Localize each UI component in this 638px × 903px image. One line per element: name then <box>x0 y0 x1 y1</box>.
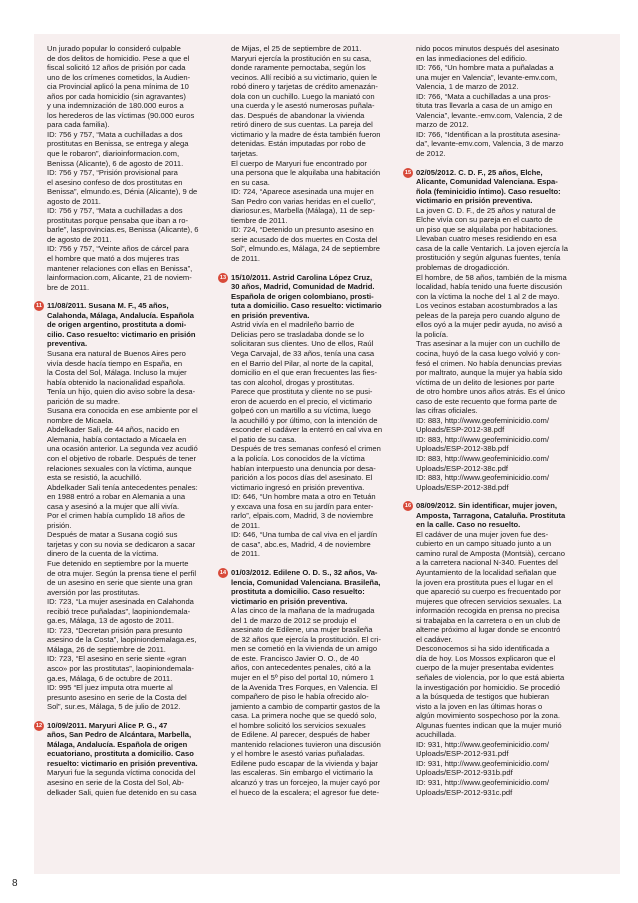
entry-heading-line: ñola (feminicidio íntimo). Caso resuelto: <box>416 186 561 196</box>
text-line: Delicias pero se trasladaba donde se lo <box>231 329 364 339</box>
text-line: robó dinero y tarjetas de crédito amenazán- <box>231 82 378 92</box>
text-line: fesó el crimen. No había denuncias previas <box>416 358 562 368</box>
text-line: las escaleras. Sin embargo el victimario la <box>231 768 373 778</box>
text-line: lainformacion.com, Alicante, 21 de noviem- <box>47 273 192 283</box>
text-line: años por cada homicidio (sin agravantes) <box>47 91 186 101</box>
text-line: información recogida en prensa no precisa <box>416 606 560 616</box>
text-line: Uploads/ESP-2012-931c.pdf <box>416 787 513 797</box>
text-line: años, con antecedentes penales, citó a la <box>231 663 371 673</box>
text-line: que le robaron”, diarioinformacion.com, <box>47 149 180 159</box>
text-line: Parece que prostituta y cliente no se pusi- <box>231 387 373 397</box>
text-line: Maryuri ejercía la prostitución en su casa, <box>231 53 372 63</box>
text-line: ga.es, Málaga, 6 de octubre de 2011. <box>47 673 173 683</box>
entry-heading-line: 01/03/2012. Edilene O. D. S., 32 años, Va- <box>231 567 378 577</box>
text-line: tituta tras llevarla a casa de un amigo en <box>416 101 553 111</box>
text-line: prisión. <box>47 520 72 530</box>
text-line: de Edilene. Al parecer, después de haber <box>231 730 370 740</box>
entry-number-badge: 13 <box>219 274 227 281</box>
entry-number-badge: 11 <box>34 301 44 311</box>
text-line: aversión por las prostitutas. <box>47 587 140 597</box>
entry-heading-line: 11/08/2011. Susana M. F., 45 años, <box>47 301 169 311</box>
text-line: compañero de piso le había ofrecido alo- <box>231 692 369 702</box>
entry-heading-line: lencia, Comunidad Valenciana. Brasileña, <box>231 577 381 587</box>
text-line: un piso que se alquilaba por habitaciones. <box>416 224 558 234</box>
text-line: diariosur.es, Marbella (Málaga), 11 de sep- <box>231 206 375 216</box>
text-line: la joven era prostituta pues el lugar en el <box>416 577 553 587</box>
text-line: visto a la joven en las últimas horas o <box>416 701 543 711</box>
text-line: Astrid vivía en el madrileño barrio de <box>231 320 355 330</box>
text-line: de otra mujer. Según la prensa tiene el perfil <box>47 568 197 578</box>
text-line: alterne próximo al lugar donde se encontró <box>416 625 561 635</box>
entry-heading-line: resuelto: victimario en prisión preventiva. <box>47 758 198 768</box>
text-line: a la búsqueda de testigos que hubieran <box>416 692 549 702</box>
text-line: de casa”, abc.es, Madrid, 4 de noviembre <box>231 539 371 549</box>
text-line: ID: 724, “Detenido un presunto asesino en <box>231 225 374 235</box>
text-line: parición a los pocos días del asesinato. El <box>231 473 373 483</box>
entry-heading-line: prostituta a domicilio. Caso resuelto: <box>231 587 365 597</box>
entry-heading-line: 30 años, Madrid, Comunidad de Madrid. <box>231 282 375 292</box>
text-line: mantener relaciones con ellas en Benissa”, <box>47 263 193 273</box>
text-line: ID: 883, http://www.geofeminicidio.com/ <box>416 453 549 463</box>
column-3 <box>404 44 592 870</box>
entry-heading-line: victimario en prisión preventiva. <box>416 196 533 206</box>
text-line: nombre de Micaela. <box>47 415 114 425</box>
entry-heading-line: 02/05/2012. C. D. F., 25 años, Elche, <box>416 167 543 177</box>
text-line: ID: 723, “La mujer asesinada en Calahonda <box>47 597 194 607</box>
entry-heading-line: 10/09/2011. Maryuri Alice P. G., 47 <box>47 720 168 730</box>
entry-heading-line: Alicante, Comunidad Valenciana. Espa- <box>416 177 558 187</box>
text-line: Valencia”, levante.-emv.com, Valencia, 2 de <box>416 110 563 120</box>
text-line: del 1 de marzo de 2012 se produjo el <box>231 615 357 625</box>
text-line: Elche vivía con su pareja en el cuarto de <box>416 215 553 225</box>
text-line: Sol”, elmundo.es, Málaga, 24 de septiembre <box>231 244 381 254</box>
text-line: ID: 723, “El asesino en serie siente «gran <box>47 654 187 664</box>
column-2 <box>219 44 407 870</box>
text-line: cocina, huyó de la casa luego volvió y con- <box>416 348 561 358</box>
text-line: ID: 883, http://www.geofeminicidio.com/ <box>416 473 549 483</box>
entry-14 <box>219 567 407 797</box>
text-line: el cadáver. <box>416 634 453 644</box>
text-line: de otro hombre unos años atrás. Es el único <box>416 387 566 397</box>
text-line: ID: 646, “Un hombre mata a otro en Tetuán <box>231 492 376 502</box>
entry-heading-line: 15/10/2011. Astrid Carolina López Cruz, <box>231 272 373 282</box>
entry-14-continuation <box>416 44 592 159</box>
text-line: en las inmediaciones del edificio. <box>416 53 528 63</box>
text-line: con la víctima la noche del 1 al 2 de mayo. <box>416 291 560 301</box>
text-line: A las cinco de la mañana de la madrugada <box>231 606 375 616</box>
text-line: Algunas fuentes indican que la mujer murió <box>416 720 562 730</box>
text-line: Uploads/ESP-2012-931b.pdf <box>416 768 513 778</box>
text-line: casa. La primera noche que se quedó solo, <box>231 711 377 721</box>
entry-heading-line: ecuatoriano, prostituta a domicilio. Caso <box>47 749 194 759</box>
text-line: tiembre de 2011. <box>231 215 288 225</box>
text-line: había obtenido la nacionalidad española. <box>47 377 186 387</box>
text-line: serie acusado de dos muertes en Costa del <box>231 234 378 244</box>
text-line: ID: 931, http://www.geofeminicidio.com/ <box>416 739 549 749</box>
text-line: ID: 723, “Decretan prisión para presunto <box>47 625 183 635</box>
entry-heading-line: Española de origen colombiano, prosti- <box>231 291 374 301</box>
entry-heading-line: 08/09/2012. Sin identificar, mujer joven, <box>416 501 557 511</box>
text-line: y excava una fosa en su jardín para enter- <box>231 501 374 511</box>
text-line: ID: 931, http://www.geofeminicidio.com/ <box>416 778 549 788</box>
text-line: problemas de drogadicción. <box>416 263 510 273</box>
entry-heading-line: Amposta, Tarragona, Cataluña. Prostituta <box>416 510 566 520</box>
text-line: el hombre que mató a dos mujeres tras <box>47 254 180 264</box>
entry-12 <box>35 720 223 797</box>
text-line: ga.es, Málaga, 13 de agosto de 2011. <box>47 616 174 626</box>
entry-heading-line: años, San Pedro de Alcántara, Marbella, <box>47 730 192 740</box>
text-line: relaciones sexuales con la víctima, aunque <box>47 463 192 473</box>
text-line: San Pedro con varias heridas en el cuello”, <box>231 196 376 206</box>
text-line: ID: 766, “Mata a cuchilladas a una pros- <box>416 91 551 101</box>
text-line: camino rural de Amposta (Montsià), cercano <box>416 548 565 558</box>
text-line: parición de su madre. <box>47 396 121 406</box>
text-line: Alemania, había contactado a Micaela en <box>47 434 187 444</box>
text-line: uno de los crímenes cometidos, la Audien- <box>47 72 191 82</box>
text-line: Tras asesinar a la mujer con un cuchillo de <box>416 339 561 349</box>
text-line: mujer en el 5º piso del portal 10, número 1 <box>231 673 374 682</box>
text-line: esta se resistió, la acuchilló. <box>47 473 142 483</box>
text-line: que apareció su cuerpo es frecuentado por <box>416 587 561 597</box>
text-line: vecinos. Allí recibió a su victimario, quien le <box>231 72 378 82</box>
text-line: prostitución y según algunas fuentes, tenía <box>416 253 561 263</box>
text-line: a la carretera nacional N-340. Fuentes del <box>416 558 558 568</box>
entry-11 <box>36 301 223 712</box>
entry-heading-line: en la calle. Caso no resuelto. <box>416 520 521 530</box>
text-line: una ocasión anterior. La segunda vez acudió <box>47 444 198 454</box>
text-line: una persona que le alquilaba una habitación <box>231 168 381 178</box>
text-line: El hombre, de 58 años, también de la misma <box>416 272 567 282</box>
text-line: Después de matar a Susana cogió sus <box>47 530 178 540</box>
text-line: esconder el cadáver la enterró en cal viva en <box>231 425 383 435</box>
text-line: Ayuntamiento de la localidad señalan que <box>416 567 557 577</box>
text-line: barle”, lasprovincias.es, Benissa (Alicante), 6 <box>47 225 199 235</box>
text-line: a la policía. Los conocidos de la víctima <box>231 453 365 463</box>
text-line: agosto de 2011. <box>47 196 101 206</box>
text-line: ID: 756 y 757, “Mata a cuchilladas a dos <box>47 129 183 139</box>
text-line: ID: 931, http://www.geofeminicidio.com/ <box>416 758 549 768</box>
text-line: alcanzó y tras un forcejeo, la mujer cayó por <box>231 778 380 788</box>
text-line: de agosto de 2011. <box>47 234 112 244</box>
text-line: día de hoy. Los Mossos explicaron que el <box>416 653 556 663</box>
text-line: dinero de la cuenta de la víctima. <box>47 549 159 559</box>
text-line: Uploads/ESP-2012-38.pdf <box>416 425 505 435</box>
entry-heading-line: victimario en prisión preventiva. <box>231 596 348 606</box>
entry-number-badge: 15 <box>404 169 412 176</box>
text-line: de un asesino en serie que siente una gran <box>47 578 193 588</box>
text-line: en su casa. <box>231 177 270 187</box>
text-line: ID: 766, “Un hombre mata a puñaladas a <box>416 63 554 73</box>
entry-heading-line: preventiva. <box>47 339 88 349</box>
text-line: victimario y la madre de ésta también fueron <box>231 129 381 139</box>
text-line: men se cometió en la vivienda de un amigo <box>231 644 378 654</box>
text-line: Benissa”, elmundo.es, Dénia (Alicante), 9 de <box>47 187 198 197</box>
text-line: ID: 756 y 757, “Mata a cuchilladas a dos <box>47 206 183 216</box>
text-line: detenidas. Están imputadas por robo de <box>231 139 366 149</box>
text-line: de 2011. <box>231 254 260 264</box>
text-line: delkader Sali, quien fue detenido en su casa <box>47 787 197 797</box>
text-line: de la Avenida Tres Forques, en Valencia. El <box>231 682 378 692</box>
text-line: retiró dinero de sus cuentas. La pareja del <box>231 120 373 130</box>
text-line: Susana era conocida en ese ambiente por el <box>47 406 198 416</box>
entry-number-badge: 12 <box>35 722 43 729</box>
text-line: ID: 724, “Aparece asesinada una mujer en <box>231 187 374 197</box>
text-line: tarjetas y con su novia se dedicaron a sacar <box>47 539 196 549</box>
text-line: Después de tres semanas confesó el crimen <box>231 444 381 454</box>
text-line: las cifras oficiales. <box>416 406 478 416</box>
text-line: asesino en serie de la Costa del Sol, Ab- <box>47 778 184 788</box>
text-line: de dos delitos de homicidio. Pese a que el <box>47 53 190 63</box>
text-line: cia Provincial aplicó la pena mínima de 10 <box>47 82 189 92</box>
text-line: víctima de un delito de lesiones por parte <box>416 377 555 387</box>
entry-13 <box>219 272 407 559</box>
text-line: con el objetivo de robarle. Después de tener <box>47 453 197 463</box>
text-line: si trabajaba en la carretera o en un club de <box>416 615 561 625</box>
text-line: ID: 756 y 757, “Veinte años de cárcel para <box>47 244 189 254</box>
text-line: Un jurado popular lo consideró culpable <box>47 44 181 53</box>
text-line: presunto asesino en serie de la Costa del <box>47 692 187 702</box>
text-line: victimario ingresó en prisión preventiva. <box>231 482 365 492</box>
text-line: rarlo”, elpais.com, Madrid, 3 de noviembre <box>231 511 374 521</box>
text-line: fiscal solicitó 12 años de prisión por cada <box>47 63 186 73</box>
text-line: Abdelkader Sali tenía antecedentes penales: <box>47 482 198 492</box>
column-1 <box>35 44 223 870</box>
text-line: en 1988 entró a robar en Alemania a una <box>47 492 186 502</box>
text-line: y una indemnización de 180.000 euros a <box>47 101 184 111</box>
text-line: de 2012. <box>416 149 446 159</box>
entry-heading-line: tuta a domicilio. Caso resuelto: victimario <box>231 301 382 311</box>
text-line: Uploads/ESP-2012-38d.pdf <box>416 482 509 492</box>
entry-heading-line: Málaga, Andalucía. Española de origen <box>47 739 188 749</box>
text-line: ellos oyó a la mujer pedir ayuda, no avisó a <box>416 320 563 330</box>
entry-heading-line: de origen argentino, prostituta a domi- <box>47 320 187 330</box>
text-line: casa de la calle Ventarich. La joven ejercía la <box>416 243 568 253</box>
text-line: da”, levante-emv.com, Valencia, 3 de marzo <box>416 139 564 149</box>
text-line: la acuchilló y por último, con la intención de <box>231 415 378 425</box>
text-line: el asesino confeso de dos prostitutas en <box>47 177 183 187</box>
text-line: Edilene pudo escapar de la vivienda y bajar <box>231 758 378 768</box>
text-line: mujeres que ofrecen servicios sexuales. La <box>416 596 562 606</box>
entry-12-continuation <box>231 44 407 264</box>
text-line: una cuerda y le asestó numerosas puñala- <box>231 101 375 111</box>
text-line: en el Barrio del Pilar, al norte de la capital, <box>231 358 374 368</box>
text-line: Maryuri fue la segunda víctima conocida del <box>47 768 196 778</box>
text-line: para cada familia). <box>47 120 110 130</box>
text-line: Benissa (Alicante), 6 de agosto de 2011. <box>47 158 184 168</box>
text-line: El cadáver de una mujer joven fue des- <box>416 529 549 539</box>
text-line: asesino de la Costa”, laopiniondemalaga.es, <box>47 635 197 645</box>
page-number: 8 <box>12 878 18 889</box>
text-line: ID: 756 y 757, “Prisión provisional para <box>47 168 178 178</box>
text-line: de este. Francisco Javier O. O., de 40 <box>231 653 359 663</box>
text-line: Uploads/ESP-2012-931.pdf <box>416 749 509 759</box>
text-line: de 2011. <box>231 549 260 559</box>
text-line: tas con alcohol, drogas y prostitutas. <box>231 377 355 387</box>
text-line: solicitaran sus clientes. Uno de ellos, Raúl <box>231 339 374 349</box>
text-line: tarjetas. <box>231 149 259 159</box>
entry-heading-line: Calahonda, Málaga, Andalucía. Española <box>47 310 194 320</box>
text-line: ID: 883, http://www.geofeminicidio.com/ <box>416 434 549 444</box>
text-line: Tenía un hijo, quien dio aviso sobre la desa- <box>47 387 196 397</box>
text-line: y el hombre le asestó varias puñaladas. <box>231 749 365 759</box>
entry-number-badge: 16 <box>404 503 412 510</box>
text-line: nido pocos minutos después del asesinato <box>416 44 560 53</box>
text-line: señales de violencia, por lo que está abierta <box>416 673 565 682</box>
text-line: Abdelkader Sali, de 44 años, nacido en <box>47 425 180 435</box>
entry-number-badge: 14 <box>219 569 227 576</box>
text-line: el hueco de la escalera; el agresor fue dete- <box>231 787 380 797</box>
text-line: la investigación por homicidio. Se procedió <box>416 682 560 692</box>
text-line: el hombre solicitó los servicios sexuales <box>231 720 366 730</box>
text-line: caso de este recuento que forma parte de <box>416 396 557 406</box>
text-line: Los vecinos estaban acostumbrados a las <box>416 301 558 311</box>
text-line: la policía. <box>416 329 449 339</box>
text-line: asco» por las prostitutas”, laopiniondemala- <box>47 664 194 673</box>
text-line: de 32 años que ejercía la prostitución. El cri- <box>231 634 381 644</box>
text-line: Uploads/ESP-2012-38b.pdf <box>416 444 509 454</box>
text-line: ID: 766, “Identifican a la prostituta asesina- <box>416 129 561 139</box>
text-line: marzo de 2012. <box>416 120 469 130</box>
text-line: peleas de la pareja pero cuando alguno de <box>416 310 560 320</box>
text-line: asesinato de Edilene, una mujer brasileña <box>231 625 373 635</box>
text-line: La joven C. D. F., de 25 años y natural de <box>416 205 556 215</box>
text-line: Llevaban cuatro meses residiendo en esa <box>416 234 557 244</box>
text-line: la Costa del Sol, Málaga. Incluso la mujer <box>47 368 187 378</box>
text-line: domicilio en el que eran frecuentes las fies- <box>231 368 378 378</box>
entry-16 <box>404 501 592 797</box>
text-line: eron de acuerdo en el precio, el victimario <box>231 396 372 406</box>
text-line: algún movimiento sospechoso por la zona. <box>416 711 560 721</box>
text-line: acuchillada. <box>416 730 457 740</box>
text-line: Fue detenido en septiembre por la muerte <box>47 558 189 568</box>
text-line: Desconocemos si ha sido identificada a <box>416 644 550 654</box>
text-line: por maltrato, aunque la mujer ya había sido <box>416 368 563 378</box>
text-line: Sol”, sur.es, Málaga, 5 de julio de 2012. <box>47 702 181 712</box>
text-line: habían interpuesto una denuncia por desa- <box>231 463 376 473</box>
text-line: Vega Carvajal, de 33 años, tenía una casa <box>231 348 375 358</box>
text-line: das. Después de abandonar la vivienda <box>231 110 365 120</box>
entry-heading-line: cilio. Caso resuelto: victimario en prisión <box>47 329 196 339</box>
text-line: casa y asesinó a la mujer que allí vivía. <box>47 501 180 511</box>
text-line: donde raramente pernoctaba, según los <box>231 63 366 73</box>
text-line: recibió trece puñaladas”, laopiniondemala- <box>47 606 191 616</box>
text-line: golpeó con un martillo a su víctima, luego <box>231 406 371 416</box>
text-line: de Mijas, el 25 de septiembre de 2011. <box>231 44 362 53</box>
text-line: ID: 883, http://www.geofeminicidio.com/ <box>416 415 549 425</box>
text-line: ID: 646, “Una tumba de cal viva en el jardín <box>231 530 378 540</box>
text-line: cuerpo de la mujer presentaba evidentes <box>416 663 554 673</box>
text-line: Valencia, 1 de marzo de 2012. <box>416 82 519 92</box>
text-line: Málaga, 26 de septiembre de 2011. <box>47 644 166 654</box>
text-line: vivía desde hacía tiempo en España, en <box>47 358 183 368</box>
entry-heading-line: en prisión preventiva. <box>231 310 310 320</box>
entry-15 <box>404 167 592 493</box>
text-line: una mujer en Valencia”, levante-emv.com, <box>416 72 558 82</box>
text-line: Uploads/ESP-2012-38c.pdf <box>416 463 509 473</box>
text-line: prostitutas en Benissa, se entrega y alega <box>47 139 189 149</box>
entry-10-continuation <box>47 44 223 292</box>
text-line: ID: 995 “El juez imputa otra muerte al <box>47 683 173 693</box>
text-line: prostitutas porque pensaba que iban a ro- <box>47 215 189 225</box>
text-line: de 2011. <box>231 520 260 530</box>
text-line: los herederos de las víctimas (90.000 euros <box>47 110 195 120</box>
text-line: cubierto en un campo situado junto a un <box>416 539 552 549</box>
text-line: bre de 2011. <box>47 282 90 292</box>
text-line: Por el crimen había cumplido 18 años de <box>47 511 186 521</box>
text-line: el patio de su casa. <box>231 434 297 444</box>
text-line: mantenido relaciones tuvieron una discusión <box>231 739 381 749</box>
text-line: localidad, había tenido una fuerte discusión <box>416 282 563 292</box>
text-line: dola con un cuchillo. Luego la maniató con <box>231 91 375 101</box>
text-line: Susana era natural de Buenos Aires pero <box>47 348 186 358</box>
text-line: jamiento a cambio de compartir gastos de la <box>231 701 380 711</box>
text-line: El cuerpo de Maryuri fue encontrado por <box>231 158 367 168</box>
